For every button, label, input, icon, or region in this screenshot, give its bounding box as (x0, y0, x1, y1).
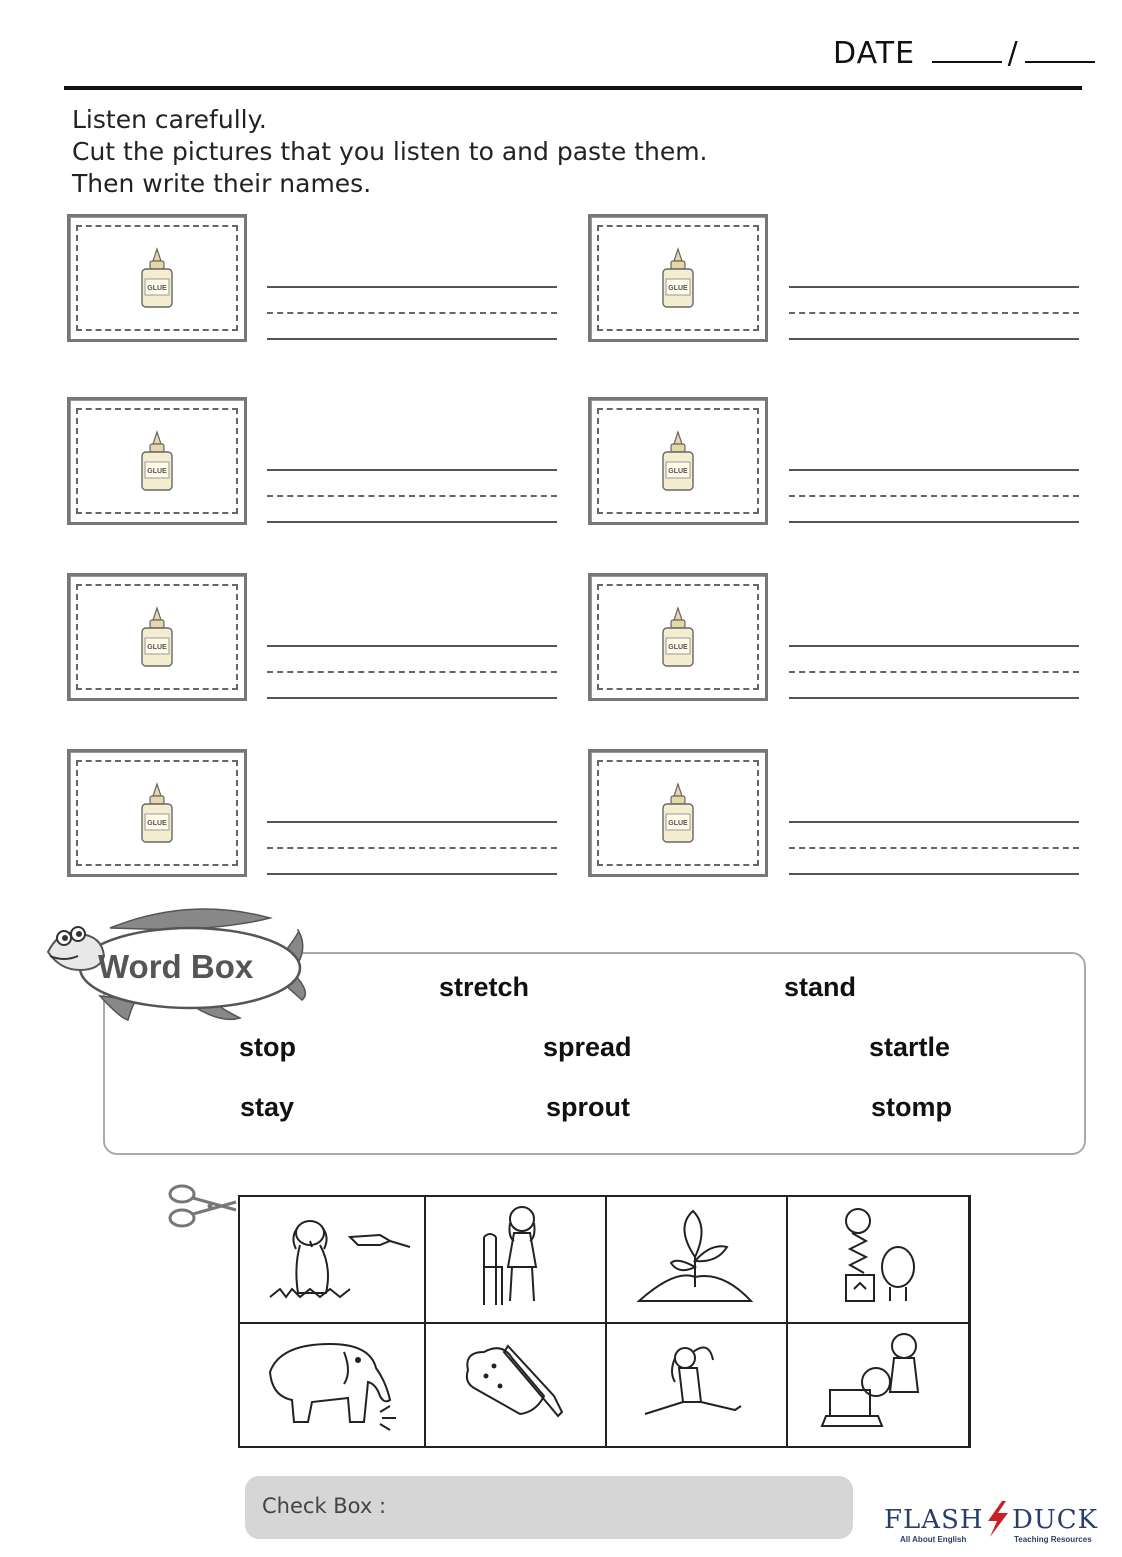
glue-label: GLUE (668, 285, 688, 292)
writing-line[interactable] (267, 521, 557, 523)
date-separator: / (1007, 36, 1019, 71)
glue-label: GLUE (147, 644, 167, 651)
writing-line[interactable] (267, 469, 557, 471)
picture-cell[interactable] (605, 1322, 788, 1448)
picture-cell[interactable] (424, 1197, 607, 1324)
paste-box[interactable] (588, 573, 768, 701)
picture-grid (238, 1195, 971, 1448)
date-month-blank[interactable] (932, 39, 1002, 63)
plant-sprout-icon (605, 1197, 785, 1317)
writing-line[interactable] (789, 338, 1079, 340)
writing-line[interactable] (789, 697, 1079, 699)
writing-line (267, 312, 557, 314)
word-spread: spread (543, 1032, 632, 1062)
word-stomp: stomp (871, 1092, 952, 1122)
glue-bottle-icon (138, 606, 176, 668)
check-box-label: Check Box : (262, 1494, 387, 1518)
brand-name-right: DUCK (1012, 1505, 1099, 1535)
paste-box[interactable] (588, 397, 768, 525)
glue-label: GLUE (147, 285, 167, 292)
bread-spread-knife-icon (424, 1322, 604, 1442)
scissors-icon (166, 1182, 238, 1230)
date-day-blank[interactable] (1025, 39, 1095, 63)
girl-stay-computer-icon (786, 1322, 966, 1442)
glue-bottle-icon (659, 247, 697, 309)
brand-tagline-right: Teaching Resources (1014, 1535, 1092, 1544)
glue-label: GLUE (147, 468, 167, 475)
word-stand: stand (784, 972, 857, 1002)
instruction-line: Cut the pictures that you listen to and paste them. (72, 137, 708, 166)
instruction-line: Listen carefully. (72, 105, 267, 134)
word-box-title: Word Box (98, 948, 254, 985)
picture-cell[interactable] (240, 1322, 426, 1448)
writing-line (789, 495, 1079, 497)
word-sprout: sprout (546, 1092, 630, 1122)
instructions (72, 104, 708, 200)
writing-line[interactable] (267, 645, 557, 647)
writing-line[interactable] (267, 873, 557, 875)
glue-label: GLUE (668, 820, 688, 827)
writing-line[interactable] (789, 521, 1079, 523)
word-stretch: stretch (439, 972, 530, 1002)
writing-line (789, 312, 1079, 314)
girl-standing-chair-icon (424, 1197, 604, 1317)
writing-line (267, 671, 557, 673)
picture-cell[interactable] (786, 1197, 970, 1324)
glue-bottle-icon (659, 606, 697, 668)
writing-line[interactable] (789, 821, 1079, 823)
instruction-line: Then write their names. (72, 169, 372, 198)
paste-box[interactable] (67, 397, 247, 525)
word-stop: stop (239, 1032, 296, 1062)
writing-line (789, 671, 1079, 673)
picture-cell[interactable] (605, 1197, 788, 1324)
writing-line[interactable] (267, 697, 557, 699)
jack-in-box-startle-icon (786, 1197, 966, 1317)
brand-name-left: FLASH (884, 1505, 984, 1535)
date-label: DATE (833, 36, 916, 71)
writing-line (789, 847, 1079, 849)
writing-line[interactable] (267, 821, 557, 823)
paste-box[interactable] (588, 749, 768, 877)
paste-box[interactable] (588, 214, 768, 342)
glue-bottle-icon (138, 430, 176, 492)
picture-cell[interactable] (240, 1197, 426, 1324)
glue-label: GLUE (668, 644, 688, 651)
elephant-stomp-icon (240, 1322, 420, 1442)
writing-line[interactable] (267, 286, 557, 288)
glue-label: GLUE (668, 468, 688, 475)
writing-line[interactable] (789, 286, 1079, 288)
picture-cell[interactable] (424, 1322, 607, 1448)
header-rule (64, 86, 1082, 90)
paste-box[interactable] (67, 749, 247, 877)
girl-stretching-icon (605, 1322, 785, 1442)
writing-line[interactable] (267, 338, 557, 340)
date-field (833, 36, 1101, 71)
picture-cell[interactable] (786, 1322, 970, 1448)
writing-line[interactable] (789, 873, 1079, 875)
brand-logo (884, 1505, 1108, 1551)
glue-label: GLUE (147, 820, 167, 827)
writing-line (267, 495, 557, 497)
word-startle: startle (869, 1032, 951, 1062)
lightning-icon (982, 1499, 1012, 1539)
glue-bottle-icon (138, 247, 176, 309)
writing-line (267, 847, 557, 849)
paste-box[interactable] (67, 573, 247, 701)
dog-pointing-stop-icon (240, 1197, 420, 1317)
paste-box[interactable] (67, 214, 247, 342)
glue-bottle-icon (659, 430, 697, 492)
glue-bottle-icon (138, 782, 176, 844)
writing-line[interactable] (789, 469, 1079, 471)
brand-tagline-left: All About English (900, 1535, 967, 1544)
word-stay: stay (240, 1092, 295, 1122)
writing-line[interactable] (789, 645, 1079, 647)
glue-bottle-icon (659, 782, 697, 844)
